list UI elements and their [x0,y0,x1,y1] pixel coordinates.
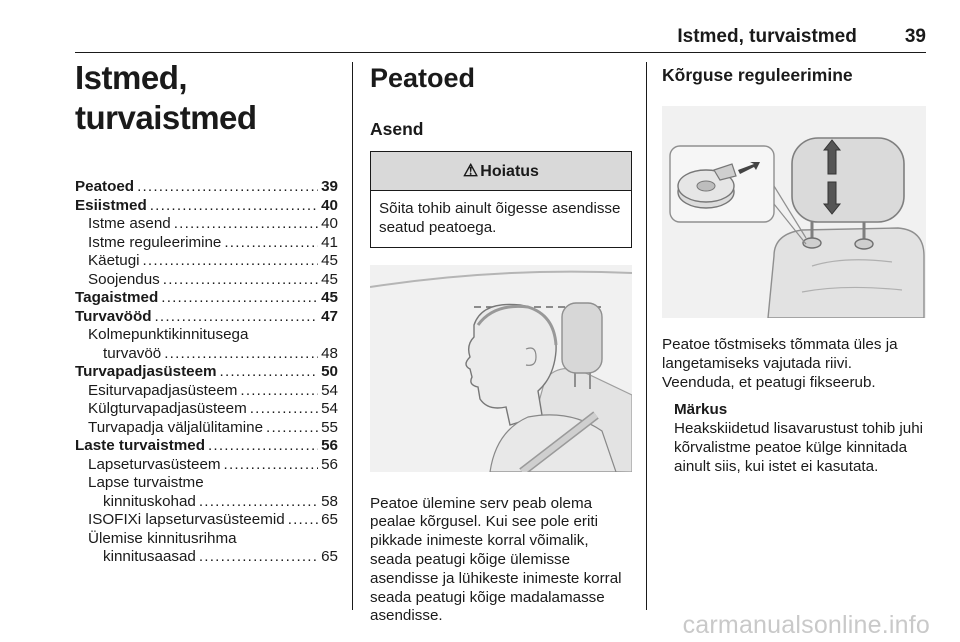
toc-entry-label: Istme asend [88,215,171,232]
height-adjustment-column [662,58,926,477]
toc-dot-leader [220,363,319,382]
toc-entry-label: Lapseturvasüsteem [88,455,221,473]
toc-dot-leader [208,437,318,456]
toc-entry-page: 56 [321,455,338,473]
toc-entry-label: Külgturvapadjasüsteem [88,400,247,417]
running-header-title: Istmed, turvaistmed [677,26,857,47]
toc-entry[interactable] [75,345,338,364]
table-of-contents [75,178,338,567]
toc-entry-label: Soojendus [88,270,160,288]
warning-title: Hoiatus [480,163,539,180]
note-block [662,401,926,476]
height-adjustment-title: Kõrguse reguleerimine [662,65,853,85]
toc-dot-leader [161,289,318,308]
warning-text: Sõita tohib ainult õigesse asendisse seatud peatoega. [379,200,621,236]
toc-entry[interactable] [75,511,338,530]
note-text: Heakskiidetud lisavarustust tohib juhi kõrvalistme peatoe külge kinnitada ainult siis, kui istet ei kasutata. [674,420,924,475]
chapter-column [75,58,338,567]
toc-entry[interactable] [75,456,338,475]
toc-dot-leader [164,345,318,364]
toc-entry[interactable] [75,215,338,234]
toc-entry-page: 56 [321,437,338,454]
toc-entry-page: 39 [321,178,338,195]
toc-entry-page: 40 [321,196,338,214]
toc-entry-label: Käetugi [88,252,140,269]
toc-entry[interactable] [75,178,338,197]
toc-entry-page: 45 [321,252,338,269]
toc-dot-leader [199,493,318,512]
headrest-position-column [370,58,632,626]
toc-entry[interactable] [75,289,338,308]
toc-entry-page: 45 [321,289,338,306]
toc-entry-label: Turvapadjasüsteem [75,363,217,380]
toc-entry[interactable] [75,400,338,419]
toc-entry-label: kinnitusaasad [103,548,196,565]
toc-entry[interactable] [75,382,338,401]
toc-entry-label: Peatoed [75,178,135,195]
column-divider-right [646,62,647,610]
toc-dot-leader [266,419,318,438]
toc-entry-page: 65 [321,548,338,565]
toc-entry-line [75,474,338,493]
column-divider-left [352,62,353,610]
toc-entry-label: Tagaistmed [75,289,159,306]
watermark: carmanualsonline.info [682,611,930,639]
toc-entry-page: 41 [321,233,338,251]
toc-entry-label: Esiistmed [75,196,147,214]
toc-entry[interactable] [75,308,338,327]
toc-entry-label: Turvavööd [75,307,152,325]
warning-icon: ⚠ [463,161,479,180]
chapter-title: Istmed, turvaistmed [75,59,257,136]
toc-entry[interactable] [75,419,338,438]
toc-entry-page: 55 [321,418,338,436]
toc-dot-leader [224,234,318,253]
headrest-position-text: Peatoe ülemine serv peab olema pealae kõrgusel. Kui see pole eriti pikkade inimeste korral võimalik, seada peatugi kõige ülemisse asendisse ja lühikeste inimeste korral seada peatugi kõige madalamasse asendisse. [370,494,622,625]
toc-entry-page: 65 [321,511,338,528]
toc-entry-label: Esiturvapadjasüsteem [88,381,238,399]
toc-dot-leader [150,197,318,216]
toc-entry[interactable] [75,197,338,216]
toc-entry-label: Kolmepunktikinnitusega [88,326,249,343]
toc-entry-line [75,530,338,549]
toc-entry-label: Ülemise kinnitusrihma [88,529,237,547]
toc-entry-label: turvavöö [103,344,162,362]
toc-entry-page: 47 [321,307,338,325]
toc-entry[interactable] [75,548,338,567]
toc-dot-leader [240,382,318,401]
toc-dot-leader [288,511,318,530]
toc-dot-leader [250,400,318,419]
toc-entry-page: 58 [321,492,338,510]
toc-entry[interactable] [75,437,338,456]
page-number: 39 [904,26,926,47]
toc-entry-label: Turvapadja väljalülitamine [88,418,264,436]
running-header [75,26,926,53]
toc-entry-label: Istme reguleerimine [88,233,222,251]
toc-entry-label: Laste turvaistmed [75,437,205,454]
warning-box [370,151,632,248]
section-title: Peatoed [370,63,476,93]
subsection-title: Asend [370,119,424,139]
note-title: Märkus [674,401,728,419]
warning-box-header [371,152,631,191]
toc-dot-leader [143,252,319,271]
toc-entry-page: 54 [321,400,338,417]
toc-dot-leader [174,215,318,234]
toc-entry-page: 48 [321,344,338,362]
toc-dot-leader [155,308,319,327]
height-adjustment-text: Peatoe tõstmiseks tõmmata üles ja langetamiseks vajutada riivi. Veenduda, et peatugi fikseerub. [662,336,898,391]
toc-entry-page: 40 [321,215,338,232]
toc-entry-page: 54 [321,381,338,399]
headrest-height-illustration [662,106,926,318]
toc-entry-label: kinnituskohad [103,492,196,510]
toc-entry-page: 50 [321,363,338,380]
toc-dot-leader [163,271,318,290]
toc-dot-leader [224,456,319,475]
toc-entry-page: 45 [321,270,338,288]
headrest-position-illustration [370,265,632,472]
toc-entry-label: ISOFIXi lapseturvasüsteemid [88,511,285,528]
toc-dot-leader [137,178,318,197]
toc-entry[interactable] [75,363,338,382]
toc-entry-label: Lapse turvaistme [88,474,204,491]
toc-entry[interactable] [75,252,338,271]
toc-entry[interactable] [75,234,338,253]
toc-entry[interactable] [75,493,338,512]
toc-entry[interactable] [75,271,338,290]
toc-entry-line [75,326,338,345]
toc-dot-leader [199,548,318,567]
